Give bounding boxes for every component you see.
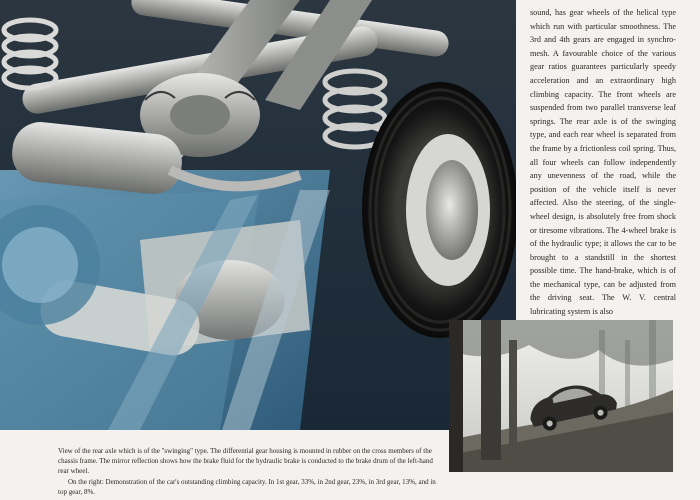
caption-climbing: On the right: Demonstration of the car's outstanding climbing capacity. In 1st gear, 33%, in 2nd gear, 23%, in 3rd gear, 13%, and in top gear, 8%.: [58, 477, 436, 496]
car-climbing-illustration: [449, 320, 673, 472]
caption-rear-axle: View of the rear axle which is of the "swinging" type. The differential gear housing is mounted in rubber on the cross members of the chassis frame. The mirror reflection shows how the brake fluid for the hydraulic brake is conducted to the brake drum of the left-hand rear wheel.: [58, 447, 433, 476]
photo-caption: [58, 446, 438, 497]
body-text-column: sound, has gear wheels of the helical type which run with particular smoothness. The 3rd and 4th gears are engaged in synchro-mesh. A favourable choice of the various gear ratios guarantees particularly speedy acceleration and an extraordinary high climbing capacity. The front wheels are suspended from two parallel transverse leaf springs. The rear axle is of the swinging type, and each rear wheel is separated from the frame by a frictionless coil spring. Thus, all four wheels can follow independently any unevenness of the road, while the position of the vehicle itself is never affected. Also the steering, of the single-wheel design, is absolutely free from shock or tiresome vibrations. The 4-wheel brake is of the hydraulic type; it allows the car to be brought to a standstill in the shortest possible time. The hand-brake, which is of the mechanical type, can be adjusted from the driving seat. The W. V. central lubricating system is also: [530, 8, 676, 317]
car-climbing-photo: [449, 320, 673, 472]
